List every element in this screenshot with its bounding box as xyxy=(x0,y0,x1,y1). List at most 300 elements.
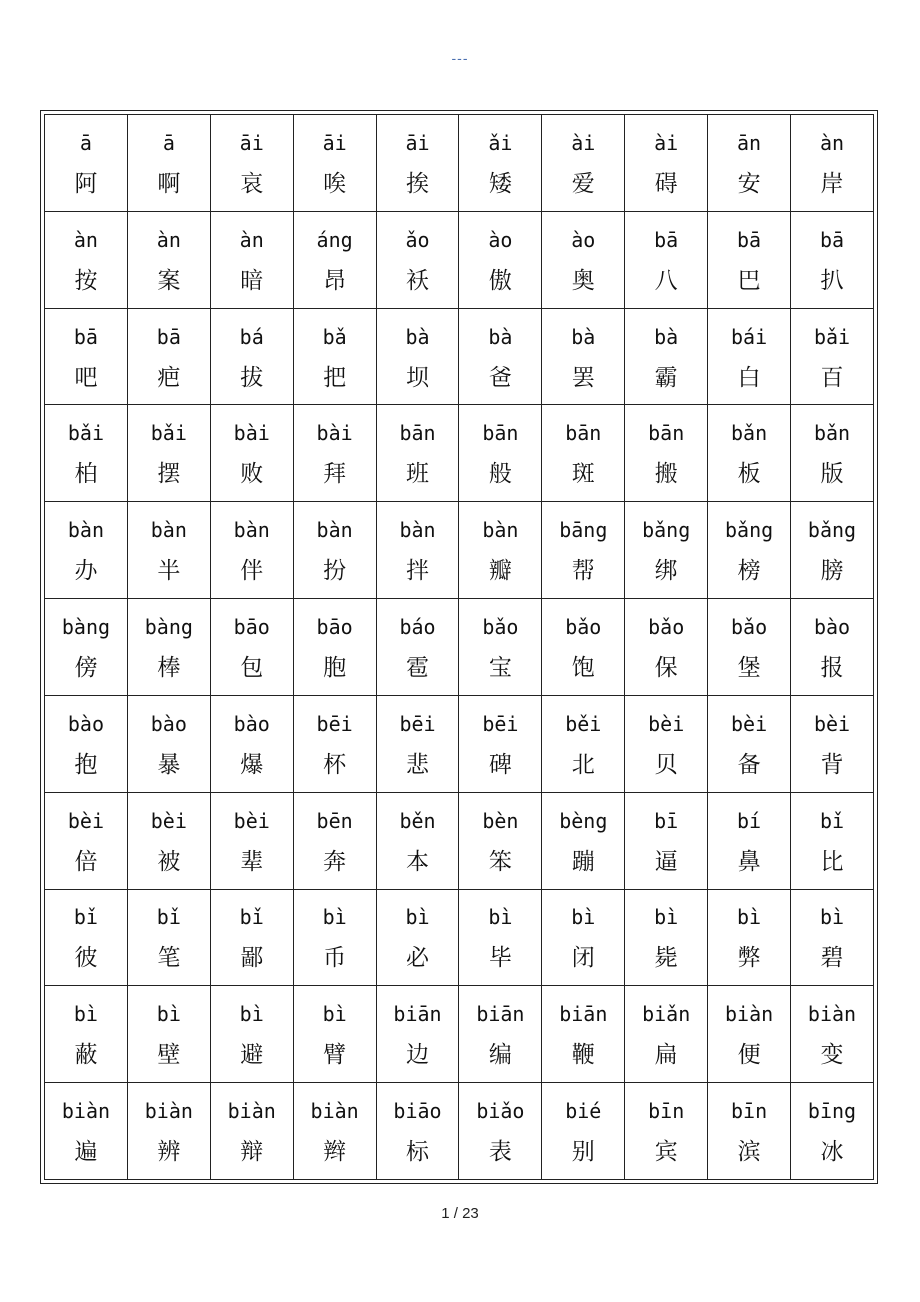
character-cell xyxy=(293,889,376,986)
character-cell xyxy=(127,211,210,308)
character-cell xyxy=(625,986,708,1083)
character-cell xyxy=(459,308,542,405)
pinyin-label: bèi xyxy=(731,711,768,736)
pinyin-label: àn xyxy=(156,227,181,252)
hanzi-character: 蔽 xyxy=(74,1042,98,1069)
pinyin-label: bàng xyxy=(61,614,111,639)
table-row xyxy=(45,502,874,599)
pinyin-label: ǎi xyxy=(488,130,513,155)
pinyin-label: bān xyxy=(648,421,685,446)
pinyin-label: bīn xyxy=(731,1099,768,1124)
hanzi-character: 杯 xyxy=(323,751,347,778)
character-cell xyxy=(708,115,791,212)
character-cell xyxy=(293,599,376,696)
character-cell xyxy=(625,115,708,212)
hanzi-character: 榜 xyxy=(737,558,761,585)
hanzi-character: 膀 xyxy=(820,558,844,585)
hanzi-character: 哀 xyxy=(240,170,264,197)
hanzi-character: 爱 xyxy=(571,170,595,197)
hanzi-character: 扁 xyxy=(654,1042,678,1069)
pinyin-label: bāo xyxy=(316,614,353,639)
pinyin-label: bì xyxy=(488,905,513,930)
character-cell xyxy=(127,889,210,986)
character-cell xyxy=(625,792,708,889)
pinyin-label: bēi xyxy=(316,711,353,736)
hanzi-character: 案 xyxy=(157,267,181,294)
pinyin-label: bì xyxy=(156,1002,181,1027)
hanzi-character: 霸 xyxy=(654,364,678,391)
character-cell xyxy=(625,211,708,308)
hanzi-character: 罢 xyxy=(571,364,595,391)
pinyin-label: bì xyxy=(239,1002,264,1027)
hanzi-character: 包 xyxy=(240,654,264,681)
hanzi-character: 背 xyxy=(820,751,844,778)
table-row xyxy=(45,1083,874,1180)
character-cell xyxy=(376,1083,459,1180)
character-cell xyxy=(459,115,542,212)
pinyin-label: bǐ xyxy=(73,905,98,930)
pinyin-label: bīng xyxy=(807,1099,857,1124)
hanzi-character: 半 xyxy=(157,558,181,585)
character-cell xyxy=(459,792,542,889)
character-cell xyxy=(708,599,791,696)
pinyin-label: bào xyxy=(67,711,104,736)
pinyin-label: bǎi xyxy=(813,324,851,349)
character-cell xyxy=(293,792,376,889)
character-cell xyxy=(210,792,293,889)
hanzi-character: 辈 xyxy=(240,848,264,875)
pinyin-label: bì xyxy=(73,1002,98,1027)
hanzi-character: 变 xyxy=(820,1042,844,1069)
character-cell xyxy=(127,695,210,792)
character-cell xyxy=(625,599,708,696)
pinyin-label: āi xyxy=(239,130,264,155)
character-cell xyxy=(376,211,459,308)
character-cell xyxy=(45,1083,128,1180)
pinyin-label: bǎo xyxy=(482,614,519,639)
pinyin-label: biàn xyxy=(310,1099,359,1124)
character-cell xyxy=(293,405,376,502)
pinyin-label: bǎng xyxy=(724,518,774,543)
hanzi-character: 弊 xyxy=(737,945,761,972)
pinyin-label: bāo xyxy=(233,614,270,639)
character-cell xyxy=(376,599,459,696)
character-cell xyxy=(459,1083,542,1180)
character-cell xyxy=(459,405,542,502)
pinyin-label: bēn xyxy=(316,808,353,833)
hanzi-character: 必 xyxy=(406,945,429,972)
character-cell xyxy=(542,1083,625,1180)
character-cell xyxy=(791,211,874,308)
pinyin-label: báo xyxy=(399,614,436,639)
hanzi-character: 拔 xyxy=(240,364,264,391)
pinyin-label: bái xyxy=(731,324,768,349)
pinyin-label: bài xyxy=(316,421,353,446)
pinyin-label: biān xyxy=(393,1002,442,1027)
character-cell xyxy=(708,308,791,405)
pinyin-label: bǎn xyxy=(731,421,768,446)
hanzi-character: 扮 xyxy=(323,558,347,585)
hanzi-character: 边 xyxy=(406,1042,429,1069)
character-cell xyxy=(376,308,459,405)
hanzi-character: 报 xyxy=(820,654,844,681)
pinyin-label: biān xyxy=(559,1002,608,1027)
hanzi-character: 爆 xyxy=(240,751,264,778)
hanzi-character: 奔 xyxy=(323,848,347,875)
hanzi-character: 比 xyxy=(820,848,844,875)
character-cell xyxy=(127,1083,210,1180)
character-cell xyxy=(376,695,459,792)
character-cell xyxy=(791,889,874,986)
pinyin-label: ǎo xyxy=(405,227,430,252)
pinyin-label: bèi xyxy=(150,808,187,833)
pinyin-label: bā xyxy=(737,227,762,252)
hanzi-character: 被 xyxy=(157,848,181,875)
pinyin-label: bèi xyxy=(813,711,851,736)
character-cell xyxy=(459,695,542,792)
hanzi-character: 傍 xyxy=(74,654,98,681)
pinyin-label: bīn xyxy=(648,1099,685,1124)
character-cell xyxy=(542,405,625,502)
pinyin-table xyxy=(44,114,874,1180)
pinyin-label: bì xyxy=(571,905,596,930)
pinyin-label: bǎn xyxy=(813,421,851,446)
pinyin-label: bā xyxy=(654,227,679,252)
hanzi-character: 吧 xyxy=(74,364,98,391)
hanzi-character: 把 xyxy=(323,364,347,391)
hanzi-character: 爸 xyxy=(488,364,512,391)
character-cell xyxy=(293,502,376,599)
pinyin-label: bǎo xyxy=(648,614,685,639)
header-mark: --- xyxy=(451,50,469,66)
pinyin-label: bào xyxy=(233,711,270,736)
hanzi-character: 摆 xyxy=(157,461,181,488)
hanzi-character: 彼 xyxy=(74,945,98,972)
hanzi-character: 蹦 xyxy=(571,848,595,875)
pinyin-label: bàn xyxy=(316,518,353,543)
hanzi-character: 毙 xyxy=(654,945,678,972)
character-cell xyxy=(45,308,128,405)
hanzi-character: 冰 xyxy=(820,1139,844,1166)
hanzi-character: 便 xyxy=(737,1042,761,1069)
pinyin-label: bǎng xyxy=(642,518,691,543)
hanzi-character: 白 xyxy=(737,364,761,391)
pinyin-label: biàn xyxy=(61,1099,111,1124)
character-cell xyxy=(459,211,542,308)
pinyin-label: biǎn xyxy=(642,1002,691,1027)
pinyin-label: bàn xyxy=(67,518,104,543)
pinyin-label: běi xyxy=(565,711,602,736)
hanzi-character: 啊 xyxy=(157,170,181,197)
character-cell xyxy=(791,1083,874,1180)
hanzi-character: 保 xyxy=(654,654,678,681)
hanzi-character: 百 xyxy=(820,364,844,391)
table-row xyxy=(45,308,874,405)
pinyin-label: bèn xyxy=(482,808,519,833)
pinyin-label: bì xyxy=(405,905,430,930)
table-row xyxy=(45,211,874,308)
hanzi-character: 标 xyxy=(406,1139,429,1166)
pinyin-label: bàn xyxy=(482,518,519,543)
character-cell xyxy=(376,405,459,502)
pinyin-table-frame xyxy=(40,110,878,1184)
character-cell xyxy=(625,405,708,502)
hanzi-character: 胞 xyxy=(323,654,347,681)
hanzi-character: 暴 xyxy=(157,751,181,778)
pinyin-label: àn xyxy=(239,227,264,252)
pinyin-label: bǎo xyxy=(731,614,768,639)
table-row xyxy=(45,695,874,792)
table-row xyxy=(45,986,874,1083)
pinyin-label: ài xyxy=(654,130,679,155)
character-cell xyxy=(542,115,625,212)
table-row xyxy=(45,889,874,986)
character-cell xyxy=(542,308,625,405)
hanzi-character: 贝 xyxy=(654,751,678,778)
character-cell xyxy=(293,211,376,308)
character-cell xyxy=(45,211,128,308)
pinyin-label: bān xyxy=(565,421,602,446)
pinyin-label: bàng xyxy=(144,614,193,639)
hanzi-character: 挨 xyxy=(406,170,429,197)
hanzi-character: 北 xyxy=(571,751,595,778)
character-cell xyxy=(791,308,874,405)
hanzi-character: 笨 xyxy=(488,848,512,875)
hanzi-character: 安 xyxy=(737,170,761,197)
character-cell xyxy=(625,695,708,792)
hanzi-character: 逼 xyxy=(654,848,678,875)
hanzi-character: 滨 xyxy=(737,1139,761,1166)
character-cell xyxy=(210,1083,293,1180)
hanzi-character: 鼻 xyxy=(737,848,761,875)
hanzi-character: 暗 xyxy=(240,267,264,294)
character-cell xyxy=(791,986,874,1083)
pinyin-label: bǎng xyxy=(807,518,857,543)
pinyin-label: ā xyxy=(79,130,92,155)
hanzi-character: 按 xyxy=(74,267,98,294)
hanzi-character: 备 xyxy=(737,751,761,778)
character-cell xyxy=(625,889,708,986)
pinyin-label: áng xyxy=(316,227,353,252)
character-cell xyxy=(45,405,128,502)
hanzi-character: 笔 xyxy=(157,945,181,972)
pinyin-label: àn xyxy=(73,227,98,252)
hanzi-character: 堡 xyxy=(737,654,761,681)
character-cell xyxy=(708,1083,791,1180)
character-cell xyxy=(210,405,293,502)
pinyin-label: bēi xyxy=(399,711,436,736)
pinyin-label: bà xyxy=(488,324,513,349)
character-cell xyxy=(542,986,625,1083)
hanzi-character: 班 xyxy=(406,461,429,488)
pinyin-label: bī xyxy=(654,808,679,833)
hanzi-character: 岸 xyxy=(820,170,844,197)
pinyin-label: biàn xyxy=(144,1099,193,1124)
pinyin-label: biān xyxy=(476,1002,525,1027)
character-cell xyxy=(459,599,542,696)
character-cell xyxy=(708,986,791,1083)
pinyin-label: bí xyxy=(737,808,762,833)
pinyin-label: bān xyxy=(482,421,519,446)
hanzi-character: 宝 xyxy=(488,654,512,681)
pinyin-label: bèi xyxy=(67,808,104,833)
hanzi-character: 板 xyxy=(737,461,761,488)
pinyin-label: bǐ xyxy=(156,905,181,930)
hanzi-character: 遍 xyxy=(74,1139,98,1166)
character-cell xyxy=(791,599,874,696)
hanzi-character: 碑 xyxy=(488,751,512,778)
character-cell xyxy=(210,695,293,792)
pinyin-label: běn xyxy=(399,808,436,833)
pinyin-label: ā xyxy=(162,130,175,155)
character-cell xyxy=(376,792,459,889)
character-cell xyxy=(210,889,293,986)
hanzi-character: 扒 xyxy=(820,267,844,294)
hanzi-character: 辫 xyxy=(323,1139,347,1166)
character-cell xyxy=(127,115,210,212)
pinyin-label: bà xyxy=(405,324,430,349)
pinyin-label: bēi xyxy=(482,711,519,736)
character-cell xyxy=(376,889,459,986)
hanzi-character: 拌 xyxy=(406,558,429,585)
hanzi-character: 绑 xyxy=(654,558,678,585)
character-cell xyxy=(708,405,791,502)
character-cell xyxy=(542,211,625,308)
character-cell xyxy=(791,792,874,889)
character-cell xyxy=(542,695,625,792)
pinyin-label: bā xyxy=(819,227,845,252)
pinyin-label: bǎi xyxy=(150,421,187,446)
pinyin-label: ào xyxy=(488,227,513,252)
hanzi-character: 柏 xyxy=(74,461,98,488)
character-cell xyxy=(293,695,376,792)
pinyin-label: biāo xyxy=(393,1099,442,1124)
character-cell xyxy=(708,792,791,889)
character-cell xyxy=(708,502,791,599)
character-cell xyxy=(791,695,874,792)
character-cell xyxy=(542,889,625,986)
hanzi-character: 疤 xyxy=(157,364,181,391)
hanzi-character: 雹 xyxy=(406,654,429,681)
character-cell xyxy=(210,115,293,212)
character-cell xyxy=(45,792,128,889)
pinyin-label: bǎo xyxy=(565,614,602,639)
pinyin-label: bā xyxy=(73,324,98,349)
character-cell xyxy=(45,599,128,696)
hanzi-character: 瓣 xyxy=(488,558,512,585)
hanzi-character: 奥 xyxy=(571,267,595,294)
pinyin-label: bèi xyxy=(233,808,270,833)
pinyin-label: bān xyxy=(399,421,436,446)
hanzi-character: 鞭 xyxy=(571,1042,595,1069)
character-cell xyxy=(708,889,791,986)
hanzi-character: 抱 xyxy=(74,751,98,778)
pinyin-label: biàn xyxy=(227,1099,276,1124)
pinyin-label: āi xyxy=(405,130,430,155)
pinyin-label: bì xyxy=(322,1002,347,1027)
character-cell xyxy=(45,115,128,212)
hanzi-character: 傲 xyxy=(488,267,512,294)
pinyin-label: bào xyxy=(813,614,851,639)
hanzi-character: 辨 xyxy=(157,1139,181,1166)
hanzi-character: 编 xyxy=(488,1042,512,1069)
character-cell xyxy=(459,986,542,1083)
hanzi-character: 鄙 xyxy=(240,945,264,972)
pinyin-label: ān xyxy=(737,130,762,155)
hanzi-character: 臂 xyxy=(323,1042,347,1069)
hanzi-character: 碧 xyxy=(820,945,844,972)
character-cell xyxy=(791,115,874,212)
pinyin-label: bà xyxy=(571,324,596,349)
table-row xyxy=(45,599,874,696)
pinyin-label: biàn xyxy=(724,1002,774,1027)
character-cell xyxy=(45,502,128,599)
character-cell xyxy=(45,889,128,986)
pinyin-label: bā xyxy=(156,324,181,349)
character-cell xyxy=(127,599,210,696)
pinyin-label: bà xyxy=(654,324,679,349)
pinyin-label: āi xyxy=(322,130,347,155)
character-cell xyxy=(127,986,210,1083)
character-cell xyxy=(45,695,128,792)
pinyin-label: bá xyxy=(239,324,264,349)
hanzi-character: 拜 xyxy=(323,461,347,488)
hanzi-character: 饱 xyxy=(571,654,595,681)
pinyin-label: bào xyxy=(150,711,187,736)
character-cell xyxy=(376,115,459,212)
hanzi-character: 八 xyxy=(654,267,678,294)
character-cell xyxy=(625,308,708,405)
character-cell xyxy=(708,211,791,308)
hanzi-character: 倍 xyxy=(74,848,98,875)
pinyin-table-body xyxy=(45,115,874,1180)
hanzi-character: 版 xyxy=(820,461,844,488)
hanzi-character: 办 xyxy=(74,558,98,585)
hanzi-character: 伴 xyxy=(240,558,264,585)
hanzi-character: 避 xyxy=(240,1042,264,1069)
hanzi-character: 悲 xyxy=(406,751,429,778)
character-cell xyxy=(293,115,376,212)
character-cell xyxy=(293,308,376,405)
pinyin-label: bì xyxy=(819,905,845,930)
pinyin-label: biàn xyxy=(807,1002,857,1027)
pinyin-label: ài xyxy=(571,130,596,155)
table-row xyxy=(45,405,874,502)
pinyin-label: bǎ xyxy=(322,324,347,349)
character-cell xyxy=(708,695,791,792)
hanzi-character: 坝 xyxy=(406,364,429,391)
hanzi-character: 表 xyxy=(488,1139,512,1166)
pinyin-label: bāng xyxy=(559,518,608,543)
character-cell xyxy=(625,502,708,599)
pinyin-label: bì xyxy=(322,905,347,930)
pinyin-label: bǐ xyxy=(819,808,845,833)
hanzi-character: 巴 xyxy=(737,267,761,294)
character-cell xyxy=(127,405,210,502)
hanzi-character: 矮 xyxy=(488,170,512,197)
hanzi-character: 昂 xyxy=(323,267,347,294)
hanzi-character: 本 xyxy=(406,848,429,875)
character-cell xyxy=(210,308,293,405)
hanzi-character: 毕 xyxy=(488,945,512,972)
character-cell xyxy=(293,1083,376,1180)
character-cell xyxy=(210,211,293,308)
character-cell xyxy=(542,792,625,889)
character-cell xyxy=(210,502,293,599)
character-cell xyxy=(210,986,293,1083)
character-cell xyxy=(127,792,210,889)
pinyin-label: bǐ xyxy=(239,905,264,930)
